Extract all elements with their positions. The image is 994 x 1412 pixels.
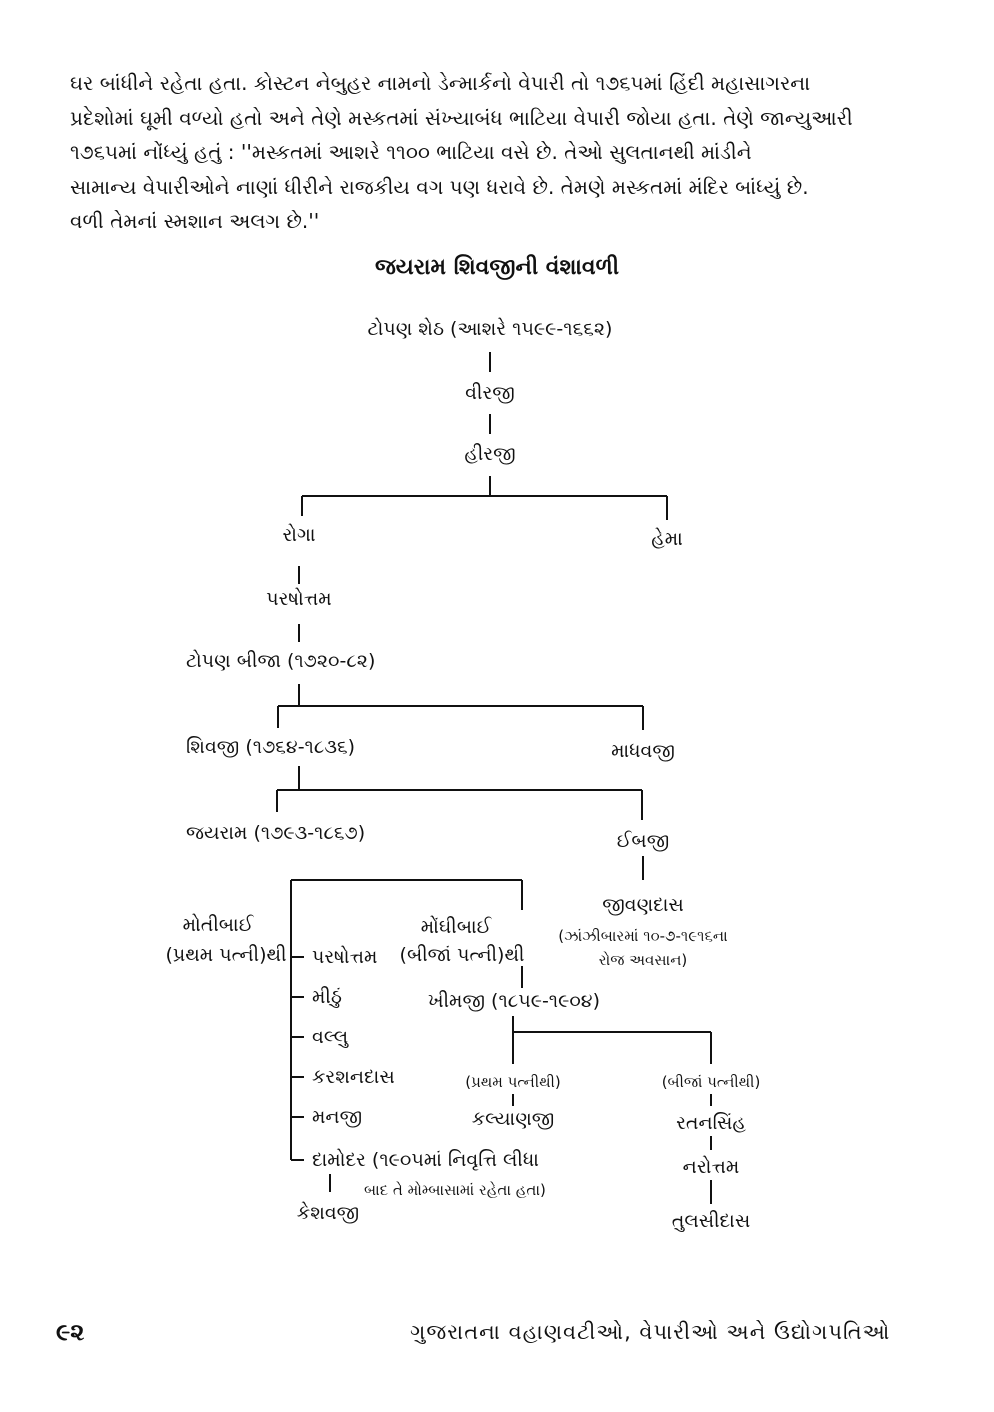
wife-motibai: મોતીબાઈ [182, 914, 254, 936]
node-jayram: જયરામ (૧૭૯૩-૧૮૬૭) [186, 822, 366, 844]
node-vallu: વલ્લુ [312, 1026, 349, 1048]
paragraph-line: ઘર બાંધીને રહેતા હતા. કોસ્ટન નેબુહર નામનો ડેન્માર્કનો વેપારી તો ૧૭૬૫માં હિંદી મહાસાગરના [70, 71, 811, 95]
node-keshavji: કેશવજી [296, 1202, 360, 1224]
book-title-footer: ગુજરાતના વહાણવટીઓ, વેપારીઓ અને ઉદ્યોગપતિઓ [410, 1320, 891, 1344]
node-jivandas: જીવણદાસ [602, 894, 684, 916]
node-mithu: મીઠું [312, 986, 342, 1008]
node-tulsidas: તુલસીદાસ [671, 1210, 751, 1232]
node-karsandas: કરશનદાસ [312, 1066, 395, 1088]
node-parshottam-son: પરષોત્તમ [312, 946, 378, 968]
node-damodar: દામોદર (૧૯૦૫માં નિવૃત્તિ લીધા [312, 1149, 539, 1171]
node-hirji: હીરજી [464, 443, 516, 465]
node-topan-sheth: ટોપણ શેઠ (આશરે ૧૫૯૯-૧૬૬૨) [367, 318, 613, 340]
family-tree-title: જયરામ શિવજીની વંશાવળી [374, 255, 620, 280]
node-ibji: ઈબજી [616, 830, 670, 852]
paragraph-line: પ્રદેશોમાં ઘૂમી વળ્યો હતો અને તેણે મસ્કતમાં સંખ્યાબંધ ભાટિયા વેપારી જોયા હતા. તેણે જાન્યુઆરી [70, 105, 853, 130]
node-roga: રોગા [282, 524, 316, 546]
node-parshottam: પરષોત્તમ [266, 588, 332, 610]
node-kalyanji: કલ્યાણજી [471, 1108, 555, 1130]
node-virji: વીરજી [465, 382, 515, 404]
paragraph-line: વળી તેમનાં સ્મશાન અલગ છે.'' [70, 209, 320, 234]
node-ratansinh: રતનસિંહ [676, 1112, 746, 1134]
node-manji: મનજી [312, 1106, 363, 1128]
wife-motibai-note: (પ્રથમ પત્ની)થી [165, 944, 287, 966]
page-number: ૯૨ [56, 1318, 85, 1346]
node-topan-bija: ટોપણ બીજા (૧૭૨૦-૮૨) [186, 650, 376, 672]
paragraph-line: ૧૭૬૫માં નોંધ્યું હતું : ''મસ્કતમાં આશરે ૧૧૦૦ ભાટિયા વસે છે. તેઓ સુલતાનથી માંડીને [70, 140, 752, 165]
paragraph-line: સામાન્ય વેપારીઓને નાણાં ધીરીને રાજકીય વગ પણ ધરાવે છે. તેમણે મસ્કતમાં મંદિર બાંધ્યું છે. [70, 174, 809, 199]
node-madhavji: માધવજી [611, 740, 675, 762]
damodar-note: બાદ તે મોમ્બાસામાં રહેતા હતા) [364, 1181, 546, 1199]
node-khimji: ખીમજી (૧૮૫૯-૧૯૦૪) [428, 990, 600, 1012]
wife-modhibai: મોંઘીબાઈ [420, 916, 492, 938]
khimji-second-wife: (બીજાં પત્નીથી) [661, 1073, 761, 1091]
khimji-first-wife: (પ્રથમ પત્નીથી) [465, 1073, 561, 1091]
jivandas-note: રોજ અવસાન) [598, 951, 688, 969]
node-narottam: નરોત્તમ [682, 1156, 740, 1178]
wife-modhibai-note: (બીજાં પત્ની)થી [399, 944, 525, 966]
jivandas-note: (ઝાંઝીબારમાં ૧૦-૭-૧૯૧૬ના [558, 927, 728, 945]
node-hema: હેમા [651, 528, 683, 550]
node-shivji: શિવજી (૧૭૬૪-૧૮૩૬) [186, 736, 356, 758]
